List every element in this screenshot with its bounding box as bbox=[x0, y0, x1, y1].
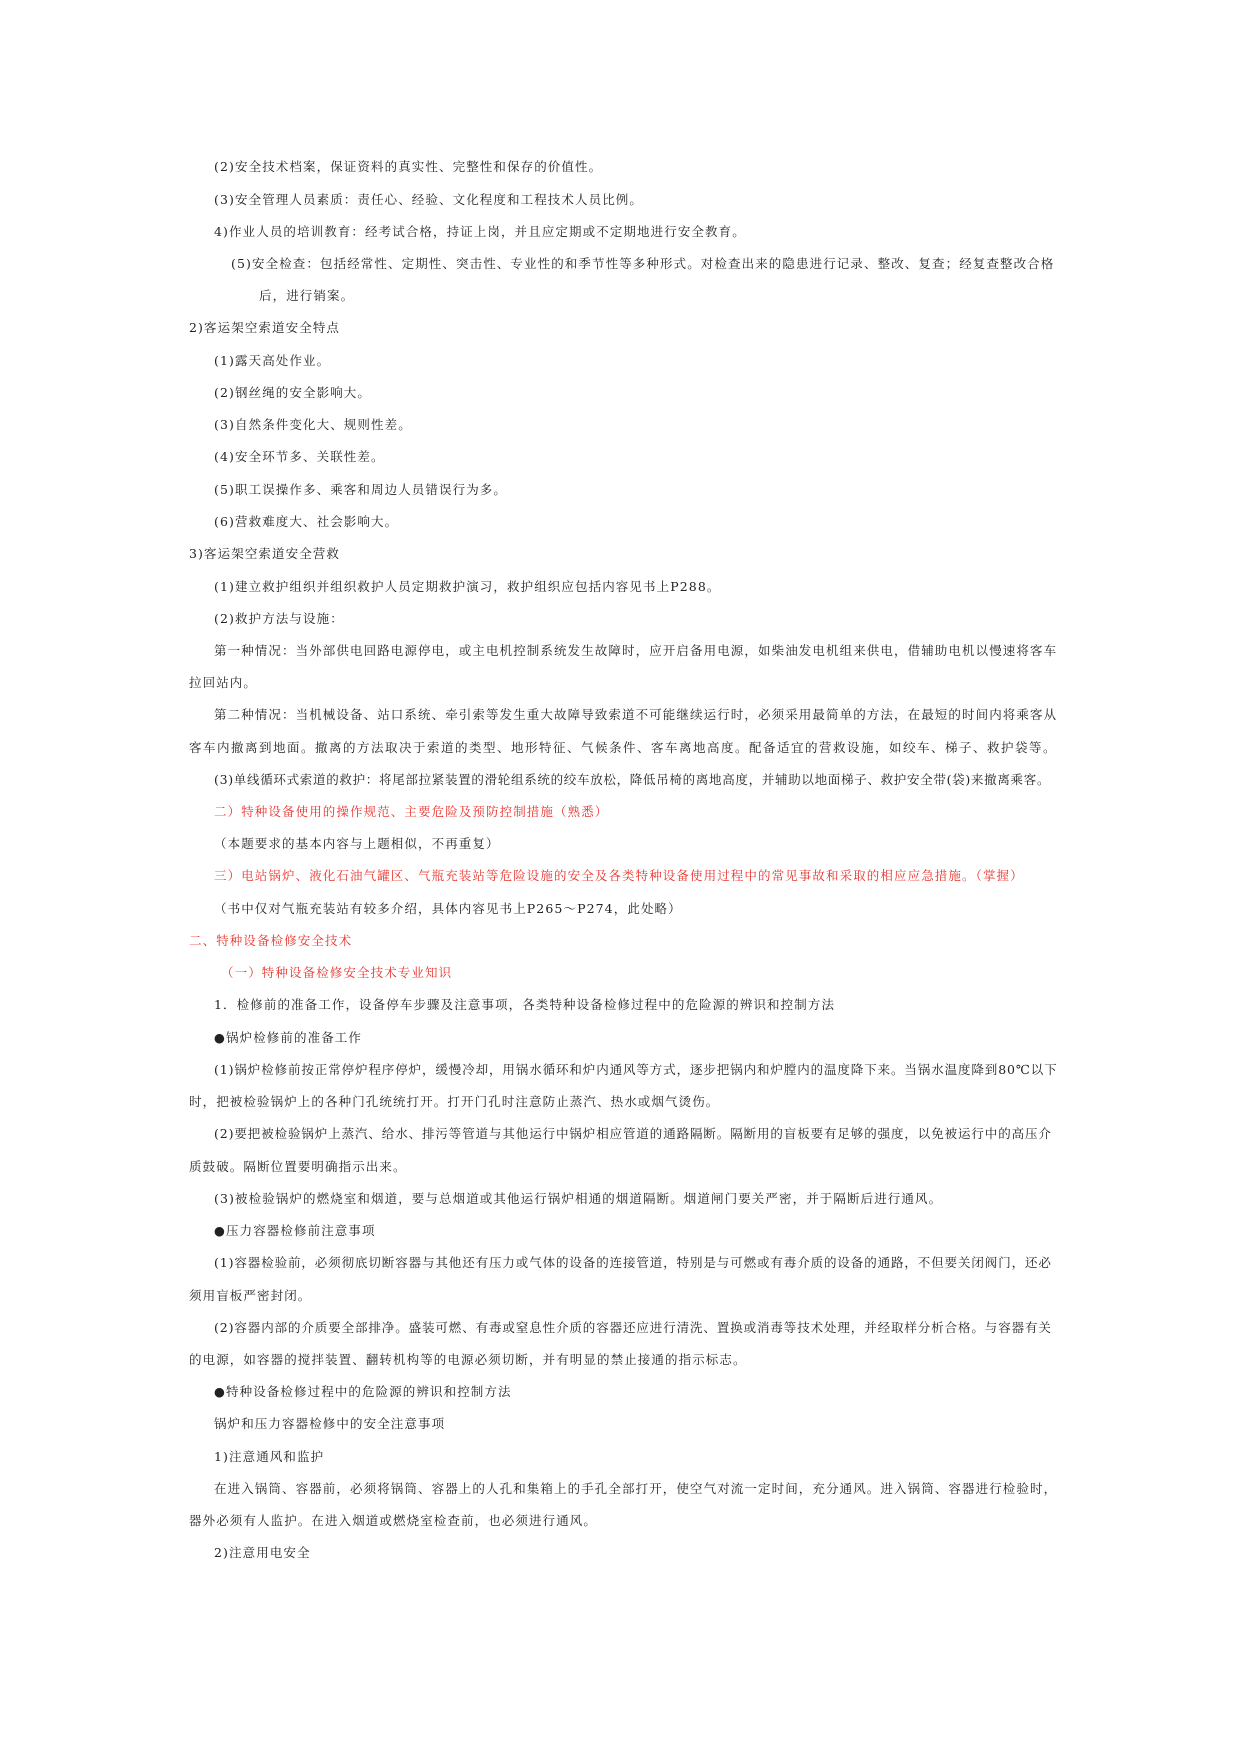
text-line: (1)锅炉检修前按正常停炉程序停炉，缓慢冷却，用锅水循环和炉内通风等方式，逐步把锅内和炉膛内的温度降下来。当锅水温度降到80℃以下 bbox=[214, 1062, 1058, 1077]
text-line: 在进入锅筒、容器前，必须将锅筒、容器上的人孔和集箱上的手孔全部打开，使空气对流一定时间，充分通风。进入锅筒、容器进行检验时， bbox=[214, 1481, 1058, 1496]
text-line: 拉回站内。 bbox=[189, 675, 258, 690]
text-line: (2)安全技术档案，保证资料的真实性、完整性和保存的价值性。 bbox=[214, 159, 603, 174]
text-line: (2)容器内部的介质要全部排净。盛装可燃、有毒或窒息性介质的容器还应进行清洗、置换或消毒等技术处理，并经取样分析合格。与容器有关 bbox=[214, 1320, 1052, 1335]
text-line: 质鼓破。隔断位置要明确指示出来。 bbox=[189, 1159, 407, 1174]
section-heading: 3)客运架空索道安全营救 bbox=[189, 546, 341, 561]
text-line: (5)安全检查：包括经常性、定期性、突击性、专业性的和季节性等多种形式。对检查出来的隐患进行记录、整改、复查；经复查整改合格 bbox=[231, 256, 1055, 271]
text-line: (1)容器检验前，必须彻底切断容器与其他还有压力或气体的设备的连接管道，特别是与可燃或有毒介质的设备的通路，不但要关闭阀门，还必 bbox=[214, 1255, 1052, 1270]
red-heading: 二、特种设备检修安全技术 bbox=[189, 933, 353, 948]
text-line: (1)露天高处作业。 bbox=[214, 353, 331, 368]
text-line: (2)钢丝绳的安全影响大。 bbox=[214, 385, 372, 400]
text-line: 第二种情况：当机械设备、站口系统、牵引索等发生重大故障导致索道不可能继续运行时，必须采用最简单的方法，在最短的时间内将乘客从 bbox=[214, 707, 1058, 722]
text-line: (3)自然条件变化大、规则性差。 bbox=[214, 417, 412, 432]
text-line: (1)建立救护组织并组织救护人员定期救护演习，救护组织应包括内容见书上P288。 bbox=[214, 579, 721, 594]
text-line: (3)安全管理人员素质：责任心、经验、文化程度和工程技术人员比例。 bbox=[214, 192, 644, 207]
text-line: (2)要把被检验锅炉上蒸汽、给水、排污等管道与其他运行中锅炉相应管道的通路隔断。隔断用的盲板要有足够的强度，以免被运行中的高压介 bbox=[214, 1126, 1052, 1141]
text-line: 1)注意通风和监护 bbox=[214, 1449, 325, 1464]
text-line: 1．检修前的准备工作，设备停车步骤及注意事项，各类特种设备检修过程中的危险源的辨识和控制方法 bbox=[214, 997, 836, 1012]
text-line: （本题要求的基本内容与上题相似，不再重复） bbox=[214, 836, 500, 851]
text-line: 锅炉和压力容器检修中的安全注意事项 bbox=[214, 1416, 446, 1431]
red-heading: 二）特种设备使用的操作规范、主要危险及预防控制措施（熟悉） bbox=[214, 804, 609, 819]
text-line: 须用盲板严密封闭。 bbox=[189, 1288, 312, 1303]
text-line: 时，把被检验锅炉上的各种门孔统统打开。打开门孔时注意防止蒸汽、热水或烟气烫伤。 bbox=[189, 1094, 720, 1109]
text-line: (6)营救难度大、社会影响大。 bbox=[214, 514, 399, 529]
red-heading: （一）特种设备检修安全技术专业知识 bbox=[221, 965, 453, 980]
text-line: 2)注意用电安全 bbox=[214, 1545, 311, 1560]
section-heading: 2)客运架空索道安全特点 bbox=[189, 320, 341, 335]
text-line: (3)被检验锅炉的燃烧室和烟道，要与总烟道或其他运行锅炉相通的烟道隔断。烟道闸门要关严密，并于隔断后进行通风。 bbox=[214, 1191, 943, 1206]
text-line: (5)职工误操作多、乘客和周边人员错误行为多。 bbox=[214, 482, 508, 497]
text-line: 后，进行销案。 bbox=[259, 288, 355, 303]
text-line: 客车内撤离到地面。撤离的方法取决于索道的类型、地形特征、气候条件、客车离地高度。配备适宜的营救设施，如绞车、梯子、救护袋等。 bbox=[189, 740, 1058, 755]
text-line: (3)单线循环式索道的救护：将尾部拉紧装置的滑轮组系统的绞车放松，降低吊椅的离地高度，并辅助以地面梯子、救护安全带(袋)来撤离乘客。 bbox=[214, 772, 1051, 787]
text-line: (2)救护方法与设施： bbox=[214, 611, 344, 626]
text-line: 第一种情况：当外部供电回路电源停电，或主电机控制系统发生故障时，应开启备用电源，如柴油发电机组来供电，借辅助电机以慢速将客车 bbox=[214, 643, 1058, 658]
bullet-heading: ●锅炉检修前的准备工作 bbox=[214, 1030, 363, 1045]
bullet-heading: ●特种设备检修过程中的危险源的辨识和控制方法 bbox=[214, 1384, 512, 1399]
text-line: 的电源，如容器的搅拌装置、翻转机构等的电源必须切断，并有明显的禁止接通的指示标志。 bbox=[189, 1352, 747, 1367]
text-line: 器外必须有人监护。在进入烟道或燃烧室检查前，也必须进行通风。 bbox=[189, 1513, 598, 1528]
bullet-heading: ●压力容器检修前注意事项 bbox=[214, 1223, 376, 1238]
red-heading: 三）电站锅炉、液化石油气罐区、气瓶充装站等危险设施的安全及各类特种设备使用过程中的常见事故和采取的相应应急措施。（掌握） bbox=[214, 868, 1024, 883]
text-line: (4)安全环节多、关联性差。 bbox=[214, 449, 385, 464]
text-line: 4)作业人员的培训教育：经考试合格，持证上岗，并且应定期或不定期地进行安全教育。 bbox=[214, 224, 746, 239]
text-line: （书中仅对气瓶充装站有较多介绍，具体内容见书上P265～P274，此处略） bbox=[214, 901, 682, 916]
